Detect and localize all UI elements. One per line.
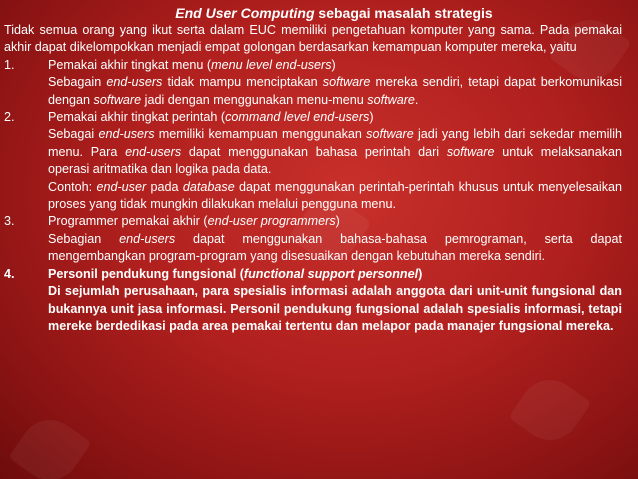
title-italic: End User Computing bbox=[175, 5, 315, 21]
leaf-decoration bbox=[8, 408, 92, 479]
italic-term: end-user bbox=[96, 179, 147, 194]
italic-term: menu level end-users bbox=[211, 57, 332, 72]
text-segment: Contoh: bbox=[48, 179, 97, 194]
text-segment: ) bbox=[369, 110, 374, 125]
text-segment: ) bbox=[335, 214, 340, 229]
italic-term: command level end-users bbox=[225, 110, 370, 125]
list-item bbox=[4, 213, 622, 265]
list-item-heading bbox=[48, 266, 622, 283]
numbered-list bbox=[0, 57, 638, 336]
italic-term: software bbox=[93, 92, 142, 107]
list-item-number: 1. bbox=[4, 57, 15, 72]
text-segment: ) bbox=[331, 57, 336, 72]
list-item-heading bbox=[48, 57, 622, 74]
list-item-description bbox=[48, 179, 622, 214]
text-segment: tidak mampu menciptakan bbox=[162, 75, 323, 90]
text-segment: jadi yang lebih dari sekedar memilih menu. Para bbox=[48, 127, 623, 159]
intro-paragraph: Tidak semua orang yang ikut serta dalam EUC memiliki pengetahuan komputer yang sama. Pada pemakai akhir dapat dikelompokkan menjadi empat golongan berdasarkan kemampuan komputer mereka, yaitu bbox=[4, 23, 622, 55]
italic-term: database bbox=[182, 179, 235, 194]
text-segment: Sebagian bbox=[48, 231, 120, 246]
text-segment: Personil pendukung fungsional ( bbox=[48, 266, 244, 281]
list-item-number: 3. bbox=[4, 214, 15, 229]
list-item bbox=[4, 266, 622, 336]
text-segment: Sebagai bbox=[48, 127, 99, 142]
italic-term: end-users bbox=[125, 144, 182, 159]
list-item-description bbox=[48, 283, 622, 335]
slide-content bbox=[0, 4, 638, 335]
list-item-heading bbox=[48, 109, 622, 126]
list-item bbox=[4, 109, 622, 213]
text-segment: Programmer pemakai akhir ( bbox=[48, 214, 208, 229]
text-segment: . bbox=[414, 92, 419, 107]
text-segment: untuk melaksanakan operasi aritmatika dan logika pada data. bbox=[48, 144, 622, 177]
text-segment: jadi dengan menggunakan menu-menu bbox=[141, 92, 368, 107]
text-segment: Di sejumlah perusahaan, para spesialis informasi adalah anggota dari unit-unit fungsional dan bukannya unit jasa informasi. Personil pendukung fungsional adalah spesialis informasi, tetapi mereke berdedikasi pada area pemakai tertentu dan melapor pada manajer fungsional mereka. bbox=[48, 284, 622, 333]
list-item-description bbox=[48, 126, 622, 178]
text-segment: mereka sendiri, tetapi dapat berkomunikasi dengan bbox=[48, 75, 622, 107]
list-item-number: 4. bbox=[4, 266, 15, 281]
text-segment: dapat menggunakan bahasa perintah dari bbox=[181, 144, 447, 159]
text-segment: dapat menggunakan perintah-perintah khusus untuk menyelesaikan proses yang tidak mungkin dilakukan melalui pengguna menu. bbox=[48, 179, 623, 212]
text-segment: Pemakai akhir tingkat perintah ( bbox=[48, 110, 226, 125]
italic-term: software bbox=[366, 127, 414, 142]
slide-title bbox=[0, 4, 638, 22]
list-item-number: 2. bbox=[4, 110, 15, 125]
leaf-decoration bbox=[508, 368, 592, 452]
italic-term: end-user programmers bbox=[207, 214, 336, 229]
italic-term: software bbox=[446, 144, 495, 159]
italic-term: functional support personnel bbox=[243, 266, 419, 281]
list-item-body bbox=[48, 266, 622, 336]
list-item-body bbox=[48, 57, 622, 109]
italic-term: end-users bbox=[98, 127, 155, 142]
list-item-body bbox=[48, 109, 622, 213]
text-segment: Pemakai akhir tingkat menu ( bbox=[48, 57, 212, 72]
list-item-description bbox=[48, 74, 622, 109]
list-item-description bbox=[48, 231, 622, 266]
list-item bbox=[4, 57, 622, 109]
text-segment: ) bbox=[418, 266, 423, 281]
italic-term: software bbox=[322, 75, 371, 90]
title-rest: sebagai masalah strategis bbox=[314, 5, 493, 21]
text-segment: memiliki kemampuan menggunakan bbox=[154, 127, 367, 142]
italic-term: software bbox=[367, 92, 415, 107]
list-item-heading bbox=[48, 213, 622, 230]
text-segment: dapat menggunakan bahasa-bahasa pemrograman, serta dapat mengembangkan program-program yang disesuaikan dengan kebutuhan mereka sendiri. bbox=[48, 231, 622, 264]
list-item-body bbox=[48, 213, 622, 265]
text-segment: pada bbox=[146, 179, 183, 194]
italic-term: end-users bbox=[119, 231, 176, 246]
text-segment: Sebagain bbox=[48, 75, 107, 90]
italic-term: end-users bbox=[106, 75, 163, 90]
